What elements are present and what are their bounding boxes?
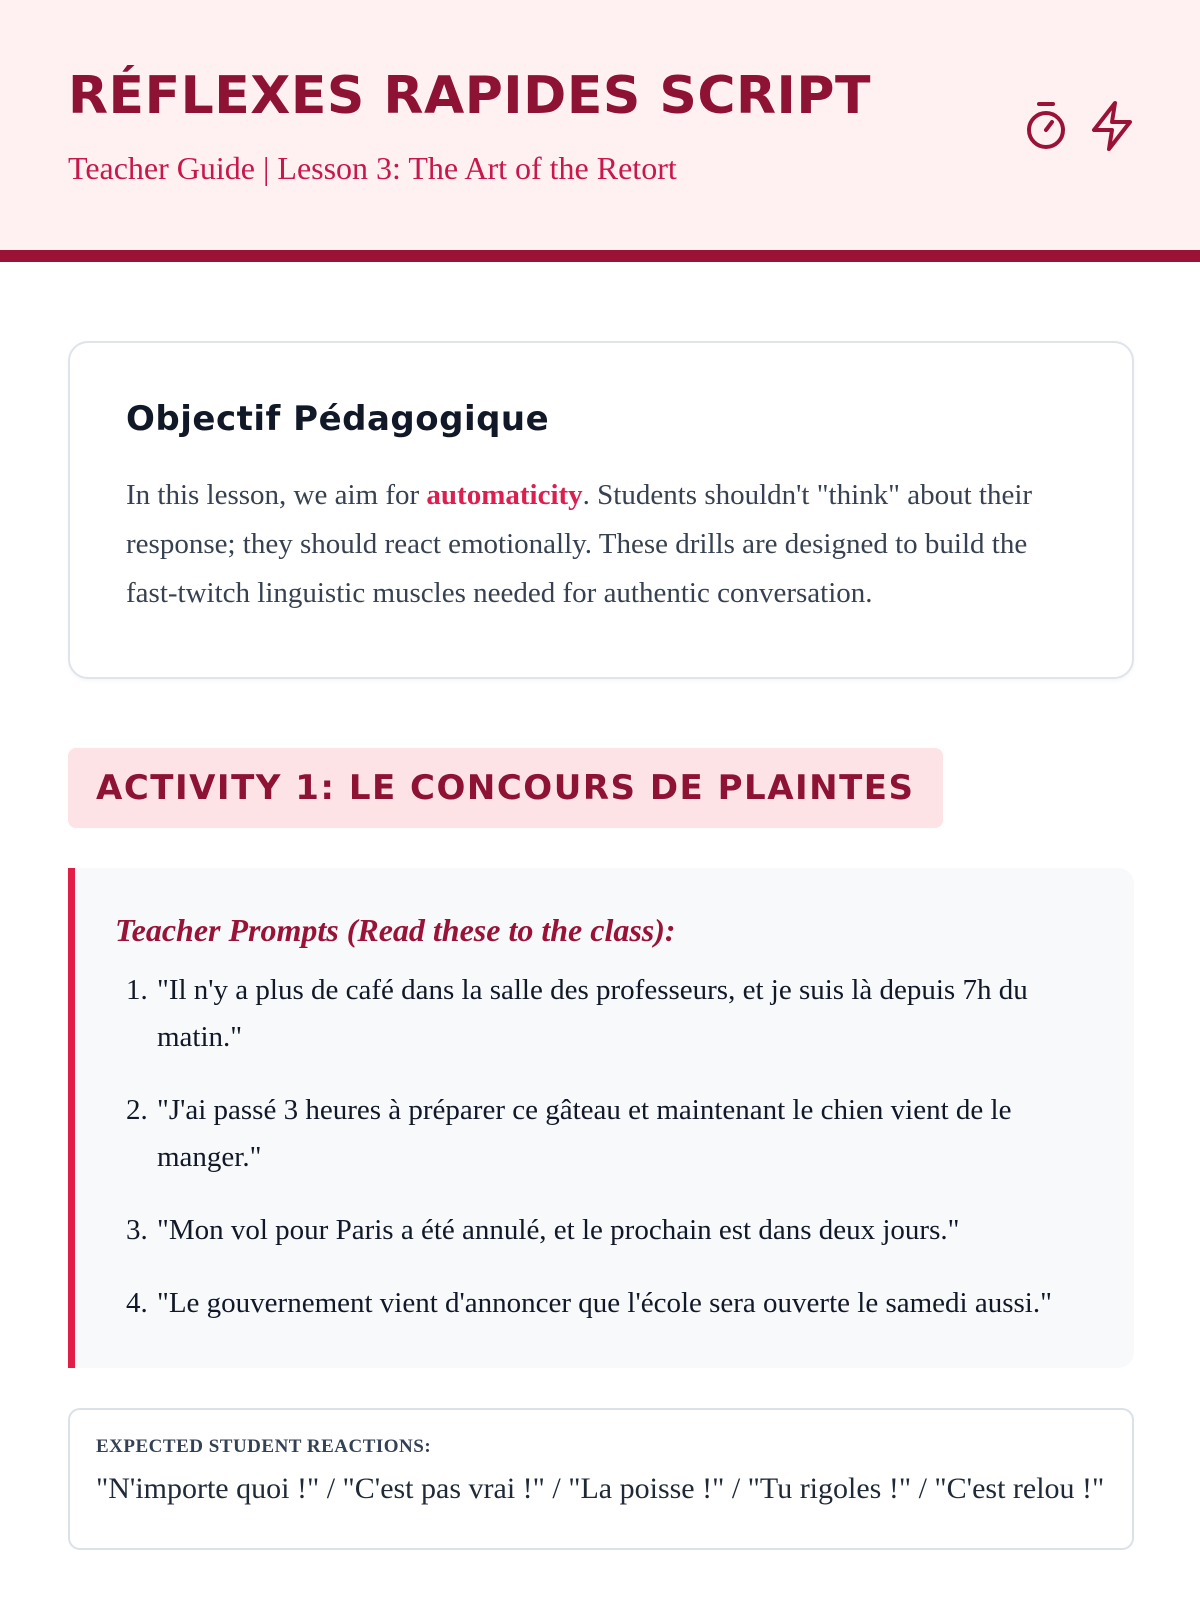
stopwatch-icon bbox=[1022, 100, 1070, 152]
page-title: RÉFLEXES RAPIDES SCRIPT bbox=[68, 66, 871, 126]
page-header bbox=[0, 0, 1200, 262]
page-subtitle: Teacher Guide | Lesson 3: The Art of the Retort bbox=[68, 150, 677, 186]
objective-text-start: In this lesson, we aim for bbox=[126, 479, 427, 511]
reactions-label: EXPECTED STUDENT REACTIONS: bbox=[96, 1436, 432, 1457]
expected-reactions-card bbox=[68, 1408, 1134, 1550]
prompts-list bbox=[115, 967, 1104, 1327]
objective-heading: Objectif Pédagogique bbox=[126, 399, 550, 439]
prompts-title: Teacher Prompts (Read these to the class): bbox=[115, 912, 676, 948]
prompt-item: 4. "Le gouvernement vient d'annoncer que l'école sera ouverte le samedi aussi." bbox=[155, 1280, 1104, 1327]
prompt-item: 3. "Mon vol pour Paris a été annulé, et le prochain est dans deux jours." bbox=[155, 1207, 1104, 1254]
lightning-icon bbox=[1086, 100, 1138, 152]
objective-highlight: automaticity bbox=[426, 479, 583, 511]
teacher-prompts-box bbox=[68, 868, 1134, 1368]
activity-label-badge bbox=[68, 748, 943, 828]
reactions-text: "N'importe quoi !" / "C'est pas vrai !" / "La poisse !" / "Tu rigoles !" / "C'est relou !" bbox=[96, 1472, 1105, 1505]
objective-text-end: . Students shouldn't "think" about their response; they should react emotionally. These drills are designed to build the fast-twitch linguistic muscles needed for authentic conversation. bbox=[126, 479, 1033, 609]
prompt-item: 1. "Il n'y a plus de café dans la salle des professeurs, et je suis là depuis 7h du matin." bbox=[155, 967, 1104, 1061]
objective-card bbox=[68, 341, 1134, 679]
objective-text bbox=[126, 471, 1076, 618]
prompt-item: 2. "J'ai passé 3 heures à préparer ce gâteau et maintenant le chien vient de le manger." bbox=[155, 1087, 1104, 1181]
header-icons bbox=[1022, 100, 1138, 152]
activity-label: ACTIVITY 1: LE CONCOURS DE PLAINTES bbox=[96, 768, 915, 808]
